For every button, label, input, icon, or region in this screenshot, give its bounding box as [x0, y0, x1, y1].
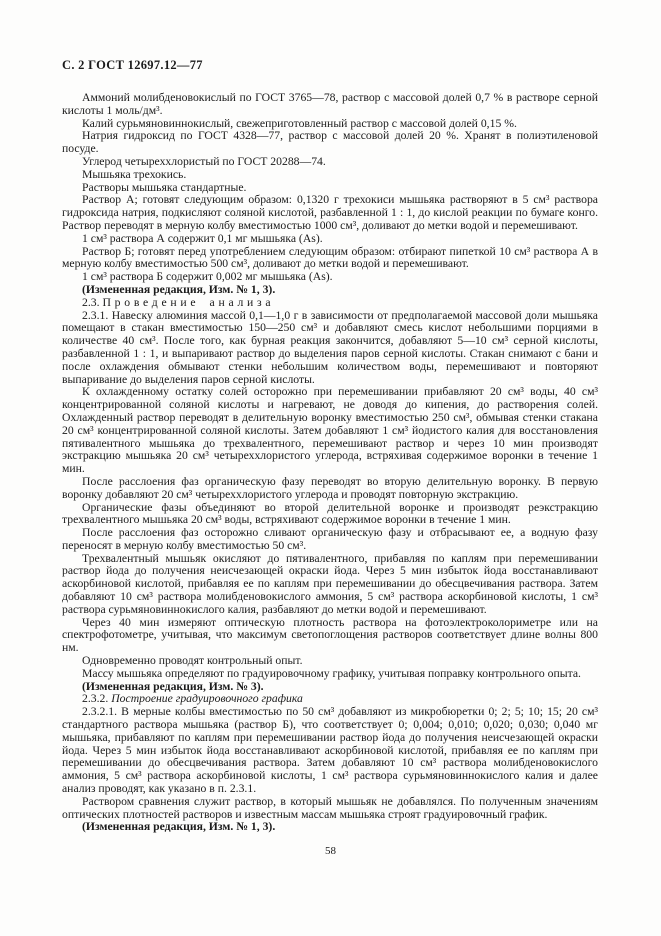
paragraph: 2.3.2.1. В мерные колбы вместимостью по 50 см³ добавляют из микробюретки 0; 2; 5; 10; 15; 20 см³ стандартного раствора мышьяка (раствор Б), что соответствует 0; 0,004; 0,010; 0,020; 0,030; 0,040 мг мышьяка, прибавляют по каплям при перемешивании раствор йода до получения неисчезающей окраски йода. Через 5 мин избыток йода восстанавливают аскорбиновой кислотой, прибавляя ее по каплям при перемешивании до обесцвечивания раствора. Затем добавляют 10 см³ раствора молибденовокислого аммония, 5 см³ раствора аскорбиновой кислоты, 1 см³ раствора сурьмяновиннокислого калия и далее анализ проводят, как указано в п. 2.3.1. — [62, 705, 598, 796]
paragraph: 2.3.1. Навеску алюминия массой 0,1—1,0 г в зависимости от предполагаемой массовой доли мышьяка помещают в стакан вместимостью 150—250 см³ и добавляют смесь кислот небольшими порциями в количестве 40 см³. После того, как бурная реакция закончится, добавляют 5—10 см³ серной кислоты, разбавленной 1 : 1, и выпаривают раствор до выделения паров серной кислоты. Стакан снимают с бани и после охлаждения обмывают стенки небольшим количеством воды, перемешивают и повторяют выпаривание до выделения паров серной кислоты. — [62, 308, 598, 386]
paragraph: После расслоения фаз осторожно сливают органическую фазу и отбрасывают ее, а водную фазу переносят в мерную колбу вместимостью 50 см³. — [62, 526, 598, 552]
paragraph: Углерод четыреххлористый по ГОСТ 20288—74. — [82, 154, 326, 168]
paragraph: 1 см³ раствора А содержит 0,1 мг мышьяка (As). — [82, 231, 323, 245]
paragraph: Мышьяка трехокись. — [82, 167, 187, 181]
paragraph: Через 40 мин измеряют оптическую плотность раствора на фотоэлектроколориметре или на спектрофотометре, учитывая, что максимум светопоглощения растворов соответствует длине волны 800 нм. — [62, 615, 598, 655]
section-number: 2.3.2. — [82, 692, 112, 706]
paragraph: После расслоения фаз органическую фазу переводят во вторую делительную воронку. В первую воронку добавляют 20 см³ четыреххлористого углерода и проводят повторную экстракцию. — [62, 474, 598, 501]
paragraph: Одновременно проводят контрольный опыт. — [82, 654, 303, 668]
section-number: 2.3. — [82, 295, 103, 309]
paragraph: Раствором сравнения служит раствор, в который мышьяк не добавлялся. По полученным значениям оптических плотностей растворов и известным массам мышьяка строят градуировочный график. — [62, 794, 598, 821]
paragraph: Натрия гидроксид по ГОСТ 4328—77, раствор с массовой долей 20 %. Хранят в полиэтиленовой посуде. — [62, 129, 598, 156]
paragraph: 1 см³ раствора Б содержит 0,002 мг мышьяка (As). — [82, 270, 333, 284]
paragraph: Аммоний молибденовокислый по ГОСТ 3765—78, раствор с массовой долей 0,7 % в растворе серной кислоты 1 моль/дм³. — [62, 91, 598, 117]
paragraph: Органические фазы объединяют во второй делительной воронке и производят реэкстракцию трехвалентного мышьяка 20 см³ воды, встряхивают содержимое воронки в течение 1 мин. — [62, 500, 598, 527]
document-body — [62, 92, 598, 834]
page-number: 58 — [325, 845, 336, 857]
amendment-note: (Измененная редакция, Изм. № 1, 3). — [82, 820, 276, 834]
section-heading — [62, 297, 598, 310]
amendment-note: (Измененная редакция, Изм. № 1, 3). — [82, 282, 276, 296]
paragraph: К охлажденному остатку солей осторожно при перемешивании прибавляют 20 см³ воды, 40 см³ концентрированной соляной кислоты и нагревают, не доводя до кипения, до растворения солей. Охлажденный раствор переводят в делительную воронку вместимостью 250 см³, обмывая стенки стакана 20 см³ концентрированной соляной кислоты. Затем добавляют 1 см³ йодистого калия для восстановления пятивалентного мышьяка до трехвалентного, перемешивают раствор и через 10 мин производят экстракцию мышьяка 20 см³ четыреххлористого углерода, встряхивая содержимое воронки в течение 1 мин. — [62, 385, 598, 476]
paragraph: Массу мышьяка определяют по градуировочному графику, учитывая поправку контрольного опыта. — [82, 666, 581, 680]
paragraph: Калий сурьмяновиннокислый, свежеприготовленный раствор с массовой долей 0,15 %. — [82, 116, 517, 130]
paragraph: Раствор А; готовят следующим образом: 0,1320 г трехокиси мышьяка растворяют в 5 см³ раствора гидроксида натрия, подкисляют соляной кислотой, разбавленной 1 : 1, до кислой реакции по бумаге конго. Раствор переводят в мерную колбу вместимостью 1000 см³, доливают до метки водой и перемешивают. — [62, 193, 598, 232]
amendment-note: (Измененная редакция, Изм. № 3). — [82, 679, 264, 693]
running-header: С. 2 ГОСТ 12697.12—77 — [62, 58, 203, 72]
section-title: Проведение анализа — [102, 295, 275, 309]
section-title: Построение градуировочного графика — [111, 692, 303, 706]
paragraph: Растворы мышьяка стандартные. — [82, 180, 247, 194]
paragraph: Раствор Б; готовят перед употреблением следующим образом: отбирают пипеткой 10 см³ раствора А в мерную колбу вместимостью 500 см³, доливают до метки водой и перемешивают. — [62, 244, 598, 271]
paragraph: Трехвалентный мышьяк окисляют до пятивалентного, прибавляя по каплям при перемешивании раствор йода до получения неисчезающей окраски йода. Через 5 мин избыток йода восстанавливают аскорбиновой кислотой, прибавляя ее по каплям при перемешивании до обесцвечивания раствора. Затем добавляют 10 см³ раствора молибденовокислого аммония, 5 см³ раствора аскорбиновой кислоты, 1 см³ раствора сурьмяновиннокислого калия, разбавляют до метки водой и перемешивают. — [62, 551, 598, 616]
